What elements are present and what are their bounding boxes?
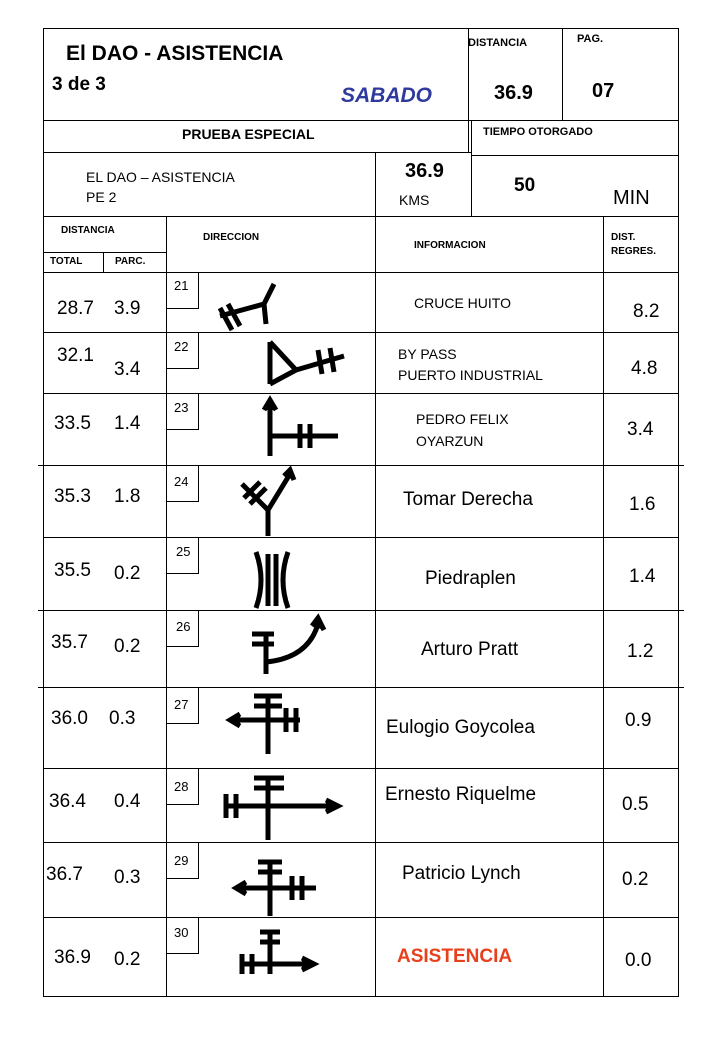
turn-left-icon xyxy=(232,856,318,918)
info-text: BY PASS xyxy=(398,346,457,362)
row-divider xyxy=(43,537,679,538)
partial-distance: 3.4 xyxy=(114,359,141,380)
divider xyxy=(43,152,471,153)
total-distance: 36.4 xyxy=(49,791,86,812)
roadbook-title: El DAO - ASISTENCIA xyxy=(66,42,284,65)
partial-distance: 0.2 xyxy=(114,563,141,584)
instruction-number: 22 xyxy=(174,339,189,354)
instruction-number: 30 xyxy=(174,925,189,940)
col-dist-regres: REGRES. xyxy=(611,246,657,257)
fork-left-icon xyxy=(210,280,280,330)
row-divider xyxy=(43,842,679,843)
info-text: Arturo Pratt xyxy=(421,639,519,660)
partial-distance: 1.4 xyxy=(114,413,141,434)
remaining-distance: 1.4 xyxy=(629,566,656,587)
stage-km: 36.9 xyxy=(405,160,444,182)
total-distance: 35.5 xyxy=(54,560,91,581)
divider xyxy=(103,252,104,272)
instruction-number: 21 xyxy=(174,278,189,293)
total-distance: 35.7 xyxy=(51,632,88,653)
divider xyxy=(43,252,166,253)
divider xyxy=(43,216,679,217)
turn-right-arrival-icon xyxy=(236,926,320,976)
partial-distance: 0.2 xyxy=(114,949,141,970)
row-divider xyxy=(43,332,679,333)
total-distance: 33.5 xyxy=(54,413,91,434)
stage-code: PE 2 xyxy=(86,189,117,205)
info-text: Eulogio Goycolea xyxy=(386,717,535,738)
crossroads-right-icon xyxy=(220,772,344,842)
divider xyxy=(562,28,563,120)
info-text: CRUCE HUITO xyxy=(414,295,511,311)
row-divider xyxy=(43,768,679,769)
row-divider xyxy=(43,917,679,918)
curve-right-icon xyxy=(248,616,328,676)
day-label: SABADO xyxy=(341,84,433,107)
tiempo-unit: MIN xyxy=(613,187,650,209)
page-of: 3 de 3 xyxy=(52,74,106,95)
remaining-distance: 8.2 xyxy=(633,301,660,322)
divider xyxy=(43,120,679,121)
total-distance: 28.7 xyxy=(57,298,94,319)
instruction-number: 28 xyxy=(174,779,189,794)
col-direccion: DIRECCION xyxy=(203,232,260,243)
partial-distance: 0.3 xyxy=(109,708,136,729)
distancia-value: 36.9 xyxy=(494,82,533,104)
remaining-distance: 3.4 xyxy=(627,419,654,440)
turn-left-icon xyxy=(226,690,306,756)
prueba-especial-label: PRUEBA ESPECIAL xyxy=(182,126,315,142)
pag-label: PAG. xyxy=(577,33,604,45)
info-text: ASISTENCIA xyxy=(397,946,513,967)
fork-right-icon xyxy=(262,334,346,388)
row-divider xyxy=(38,465,684,466)
info-text: Piedraplen xyxy=(425,568,516,589)
divider xyxy=(603,216,604,997)
remaining-distance: 0.2 xyxy=(622,869,649,890)
divider xyxy=(43,272,679,273)
total-distance: 36.0 xyxy=(51,708,88,729)
info-text: Patricio Lynch xyxy=(402,863,521,884)
col-distancia: DISTANCIA xyxy=(61,225,115,236)
partial-distance: 0.2 xyxy=(114,636,141,657)
instruction-number: 26 xyxy=(176,619,191,634)
divider xyxy=(471,120,472,216)
instruction-number: 25 xyxy=(176,544,191,559)
info-text: Ernesto Riquelme xyxy=(385,784,537,805)
partial-distance: 0.4 xyxy=(114,791,141,812)
partial-distance: 1.8 xyxy=(114,486,141,507)
instruction-number: 23 xyxy=(174,400,189,415)
col-total: TOTAL xyxy=(50,256,83,267)
narrow-road-icon xyxy=(252,550,292,610)
y-fork-right-icon xyxy=(234,470,304,538)
tiempo-value: 50 xyxy=(514,175,536,196)
stage-km-unit: KMS xyxy=(399,192,430,208)
tiempo-otorgado-label: TIEMPO OTORGADO xyxy=(483,126,593,138)
instruction-number: 29 xyxy=(174,853,189,868)
divider xyxy=(375,216,376,997)
col-informacion: INFORMACION xyxy=(414,240,486,251)
info-text: OYARZUN xyxy=(416,433,484,449)
stage-name: EL DAO – ASISTENCIA xyxy=(86,169,235,185)
turn-right-icon xyxy=(262,398,342,458)
remaining-distance: 0.9 xyxy=(625,710,652,731)
divider xyxy=(471,155,679,156)
divider xyxy=(375,152,376,216)
row-divider xyxy=(38,610,684,611)
row-divider xyxy=(38,687,684,688)
total-distance: 32.1 xyxy=(57,345,94,366)
remaining-distance: 0.0 xyxy=(625,950,652,971)
info-text: PUERTO INDUSTRIAL xyxy=(398,367,543,383)
distancia-label: DISTANCIA xyxy=(468,37,528,49)
remaining-distance: 1.2 xyxy=(627,641,654,662)
total-distance: 36.9 xyxy=(54,947,91,968)
total-distance: 35.3 xyxy=(54,486,91,507)
instruction-number: 27 xyxy=(174,697,189,712)
instruction-number: 24 xyxy=(174,474,189,489)
remaining-distance: 4.8 xyxy=(631,358,658,379)
total-distance: 36.7 xyxy=(46,864,83,885)
page-number: 07 xyxy=(592,80,615,102)
col-dist-regres: DIST. xyxy=(611,232,636,243)
remaining-distance: 1.6 xyxy=(629,494,656,515)
partial-distance: 0.3 xyxy=(114,867,141,888)
info-text: Tomar Derecha xyxy=(403,489,533,510)
remaining-distance: 0.5 xyxy=(622,794,649,815)
info-text: PEDRO FELIX xyxy=(416,411,509,427)
col-parc: PARC. xyxy=(115,256,146,267)
row-divider xyxy=(43,393,679,394)
partial-distance: 3.9 xyxy=(114,298,141,319)
